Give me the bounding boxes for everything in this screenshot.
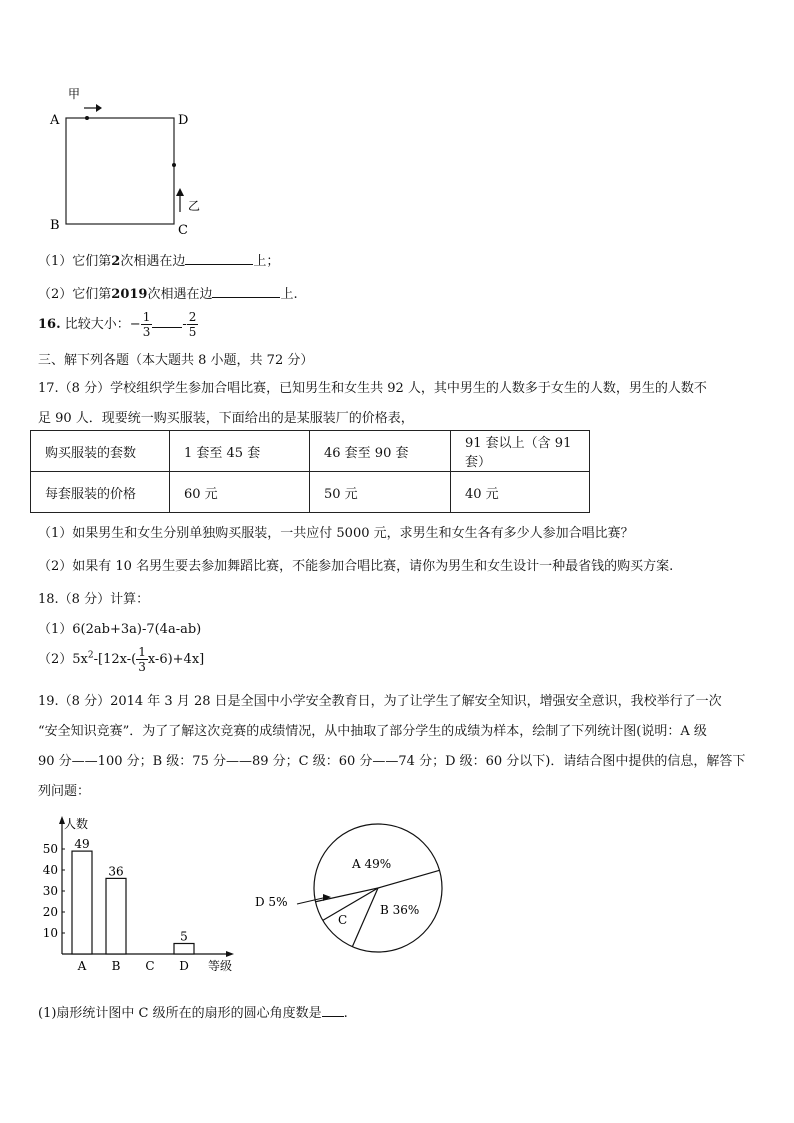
bar-d [174,944,194,955]
x-tick-label: C [145,959,155,973]
q18-part1: （1）6(2ab+3a)-7(4a-ab) [38,622,202,637]
bar-data-label: 5 [180,929,188,944]
vertex-a: A [50,113,60,128]
q15-part1: （1）它们第2次相遇在边 上； [38,254,280,269]
y-tick-label: 10 [42,926,58,940]
q19-part1: (1)扇形统计图中 C 级所在的扇形的圆心角度数是 . [38,1006,348,1021]
q19-line1: 19.（8 分）2014 年 3 月 28 日是全国中小学安全教育日，为了让学生了解安全知识，增强安全意识，我校举行了一次 [38,694,722,709]
section-three-heading: 三、解下列各题（本大题共 8 小题，共 72 分） [38,353,314,368]
table-cell: 购买服装的套数 [31,431,170,472]
table-cell: 每套服装的价格 [31,472,170,513]
pie-label-b: B 36% [380,903,420,917]
fraction-one-third: $\frac{1}{3}$ [138,645,146,674]
square-path-figure [40,82,220,242]
pie-label-a: A 49% [352,857,392,871]
table-cell: 50 元 [310,472,451,513]
y-tick-label: 20 [42,905,58,919]
y-tick-label: 50 [42,842,58,856]
q17-line2: 足 90 人．现要统一购买服装，下面给出的是某服装厂的价格表， [38,411,414,426]
q19-line3: 90 分——100 分；B 级：75 分——89 分；C 级：60 分——74 分；D 级：60 分以下)．请结合图中提供的信息，解答下 [38,754,746,769]
label-yi: 乙 [188,199,201,213]
answer-blank[interactable] [185,252,253,265]
answer-blank[interactable] [322,1004,344,1017]
table-cell: 46 套至 90 套 [310,431,451,472]
q16: 16. 比较大小：− $\frac{1}{3}$ - $\frac{2}{5}$ [38,310,197,339]
x-tick-label: B [111,959,121,973]
table-cell: 40 元 [451,472,590,513]
y-axis-label: 人数 [64,817,89,831]
table-cell: 60 元 [170,472,310,513]
arrow-right-head-icon [96,104,102,112]
table-cell: 91 套以上（含 91 套） [451,431,590,472]
pie-label-d: D 5% [255,895,288,909]
square-abcd [66,118,174,224]
x-axis-label: 等级 [208,959,233,973]
q17-part2: （2）如果有 10 名男生要去参加舞蹈比赛，不能参加合唱比赛，请你为男生和女生设计一种最省钱的购买方案. [38,559,674,574]
pie-chart [245,810,485,970]
bar-chart [30,812,250,982]
arrow-up-head-icon [176,188,184,196]
q18-title: 18.（8 分）计算： [38,592,150,607]
vertex-d: D [178,113,189,128]
price-table [30,430,590,513]
q19-line4: 列问题： [38,784,91,799]
bar-a [72,851,92,954]
answer-blank[interactable] [212,285,280,298]
bar-data-label: 36 [108,864,124,879]
bar-b [106,878,126,954]
bar-data-label: 49 [74,837,90,852]
label-jia: 甲 [68,87,81,101]
vertex-b: B [50,218,60,233]
x-axis-arrow-icon [226,951,234,957]
vertex-c: C [178,223,188,238]
table-row [31,431,590,472]
q17-part1: （1）如果男生和女生分别单独购买服装，一共应付 5000 元，求男生和女生各有多少人参加合唱比赛？ [38,526,634,541]
q18-part2: $(2)5x^2-[12x-$( $\frac{1}{3}$ x-6)+4x] [38,645,205,674]
q17-line1: 17.（8 分）学校组织学生参加合唱比赛，已知男生和女生共 92 人，其中男生的人数多于女生的人数，男生的人数不 [38,381,707,396]
point-jia [85,116,89,120]
y-tick-label: 30 [42,884,58,898]
table-row [31,472,590,513]
q19-line2: “安全知识竞赛”．为了了解这次竞赛的成绩情况，从中抽取了部分学生的成绩为样本，绘制了下列统计图(说明：A 级 [38,724,707,739]
table-cell: 1 套至 45 套 [170,431,310,472]
fraction-one-third: $\frac{1}{3}$ [142,310,151,339]
point-yi [172,163,176,167]
x-tick-label: D [179,959,189,973]
x-tick-label: A [77,959,87,973]
q15-part2: （2）它们第2019次相遇在边 上. [38,287,298,302]
fraction-two-fifths: $\frac{2}{5}$ [188,310,197,339]
answer-blank[interactable] [152,315,182,328]
y-tick-label: 40 [42,863,58,877]
pie-label-c: C [338,913,348,927]
